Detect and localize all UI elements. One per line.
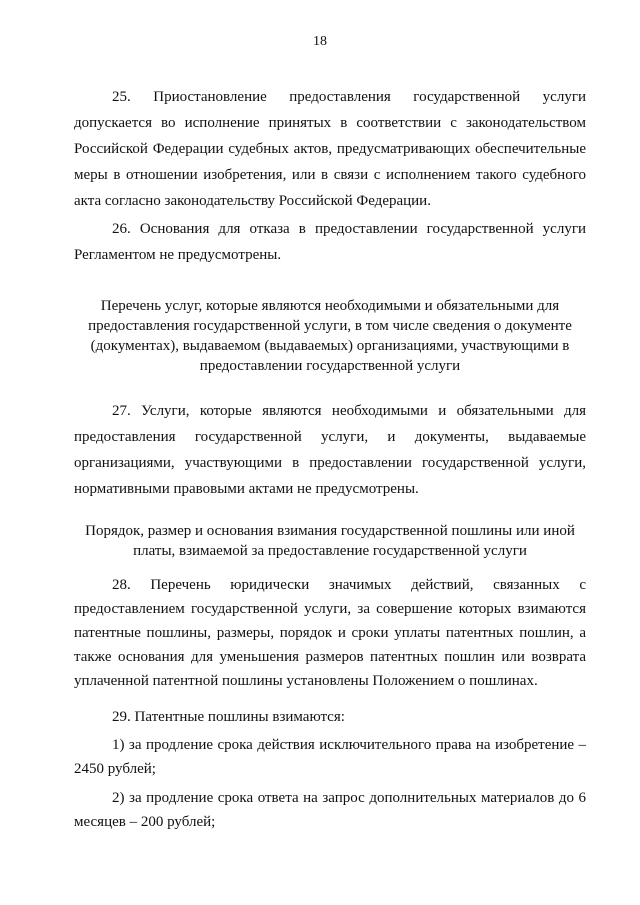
paragraph-27: 27. Услуги, которые являются необходимыми и обязательными для предоставления государственной услуги, и документы, выдаваемые организациями, участвующими в предоставлении государственной услуги, нормативными правовыми актами не предусмотрены. (74, 403, 586, 497)
page-number: 18 (313, 34, 327, 49)
paragraph-28: 28. Перечень юридически значимых действий, связанных с предоставлением государственной услуги, за совершение которых взимаются патентные пошлины, размеры, порядок и сроки уплаты патентных пошлин, а также основания для уменьшения размеров патентных пошлин или возврата уплаченной патентной пошлины установлены Положением о пошлинах. (74, 577, 586, 689)
paragraph-29: 29. Патентные пошлины взимаются: (112, 709, 345, 725)
section-heading-fees: Порядок, размер и основания взимания государственной пошлины или иной платы, взимаемой за предоставление государственной услуги (85, 523, 575, 559)
list-item-2: 2) за продление срока ответа на запрос дополнительных материалов до 6 месяцев – 200 рублей; (74, 790, 586, 830)
section-heading-services: Перечень услуг, которые являются необходимыми и обязательными для предоставления государственной услуги, в том числе сведения о документе (документах), выдаваемом (выдаваемых) организациями, участвующими в предоставлении государственной услуги (88, 298, 572, 374)
list-item-1: 1) за продление срока действия исключительного права на изобретение – 2450 рублей; (74, 737, 586, 777)
paragraph-25: 25. Приостановление предоставления государственной услуги допускается во исполнение принятых в соответствии с законодательством Российской Федерации судебных актов, предусматривающих обеспечительные меры в отношении изобретения, или в связи с исполнением такого судебного акта согласно законодательству Российской Федерации. (74, 89, 586, 209)
paragraph-26: 26. Основания для отказа в предоставлении государственной услуги Регламентом не предусмотрены. (74, 221, 586, 263)
